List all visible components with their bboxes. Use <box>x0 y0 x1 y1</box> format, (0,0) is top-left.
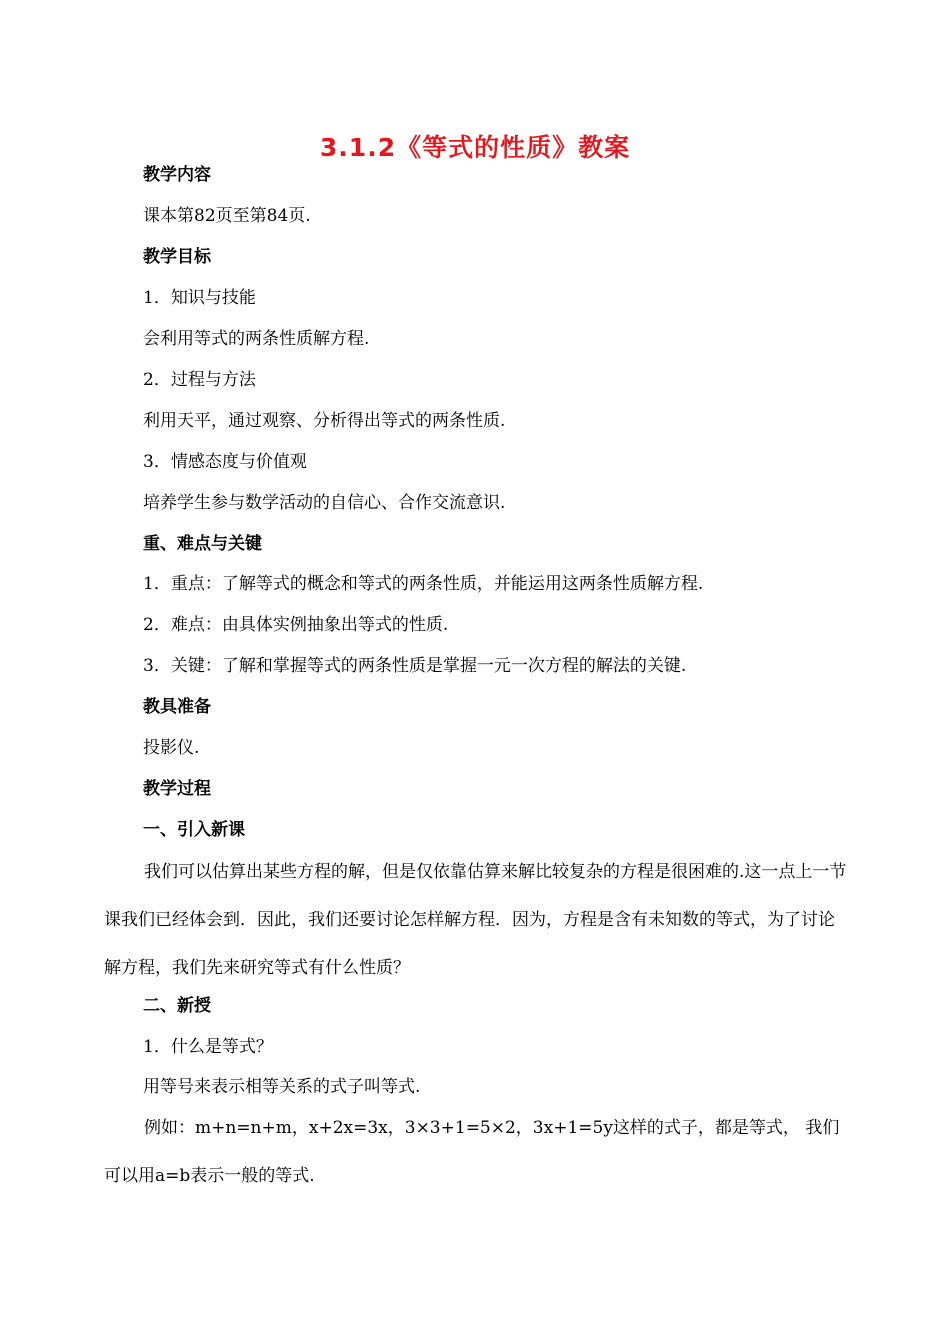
heading-section-1: 一、引入新课 <box>143 820 245 840</box>
objective-1-title: 1．知识与技能 <box>143 288 256 308</box>
key-point-1: 1．重点：了解等式的概念和等式的两条性质，并能运用这两条性质解方程. <box>143 574 704 594</box>
heading-teaching-objectives: 教学目标 <box>143 247 211 267</box>
heading-key-points: 重、难点与关键 <box>143 534 262 554</box>
objective-2-title: 2．过程与方法 <box>143 370 256 390</box>
section-2-example: 例如：m+n=n+m，x+2x=3x，3×3+1=5×2，3x+1=5y这样的式子，都是等式， 我们可以用a=b表示一般的等式. <box>104 1118 840 1186</box>
heading-materials: 教具准备 <box>143 697 211 717</box>
objective-2-text: 利用天平，通过观察、分析得出等式的两条性质. <box>143 411 506 431</box>
document-title: 3.1.2《等式的性质》教案 <box>319 133 631 162</box>
objective-3-text: 培养学生参与数学活动的自信心、合作交流意识. <box>143 493 506 513</box>
objective-3-title: 3．情感态度与价值观 <box>143 452 307 472</box>
teaching-content-text: 课本第82页至第84页. <box>143 206 311 226</box>
key-point-2: 2．难点：由具体实例抽象出等式的性质. <box>143 615 449 635</box>
section-2-item-1: 1．什么是等式？ <box>143 1037 273 1057</box>
materials-text: 投影仪. <box>143 738 200 758</box>
section-2-item-1-text: 用等号来表示相等关系的式子叫等式. <box>143 1077 421 1097</box>
heading-teaching-process: 教学过程 <box>143 779 211 799</box>
objective-1-text: 会利用等式的两条性质解方程. <box>143 329 370 349</box>
key-point-3: 3．关键：了解和掌握等式的两条性质是掌握一元一次方程的解法的关键. <box>143 656 687 676</box>
section-1-paragraph: 我们可以估算出某些方程的解，但是仅依靠估算来解比较复杂的方程是很困难的.这一点上一节课我们已经体会到．因此，我们还要讨论怎样解方程．因为，方程是含有未知数的等式，为了讨论解方程，我们先来研究等式有什么性质？ <box>104 862 847 978</box>
heading-section-2: 二、新授 <box>143 996 211 1016</box>
heading-teaching-content: 教学内容 <box>143 165 211 185</box>
